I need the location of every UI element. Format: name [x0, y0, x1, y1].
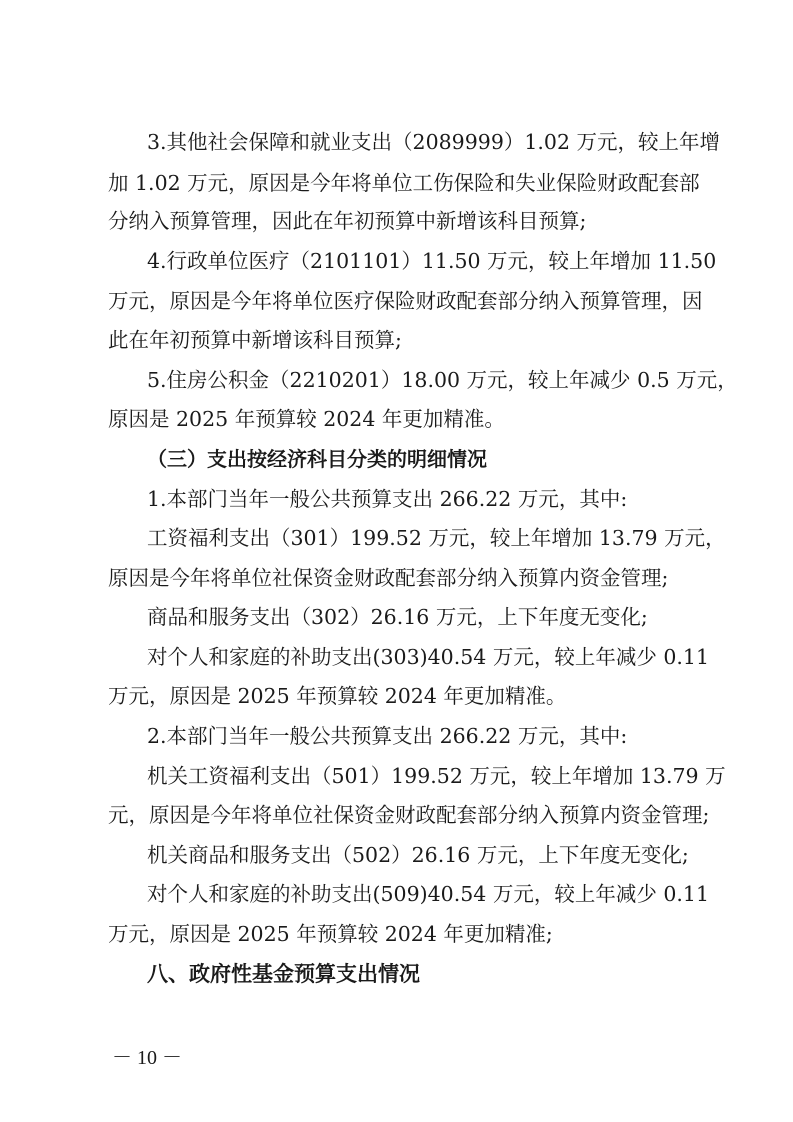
paragraph-line: 3.其他社会保障和就业支出（2089999）1.02 万元，较上年增 [147, 130, 721, 154]
paragraph-line: 原因是 2025 年预算较 2024 年更加精准。 [108, 407, 505, 431]
paragraph-line: 5.住房公积金（2210201）18.00 万元，较上年减少 0.5 万元， [147, 368, 738, 392]
paragraph-line: 4.行政单位医疗（2101101）11.50 万元，较上年增加 11.50 [147, 249, 717, 273]
paragraph-line: 工资福利支出（301）199.52 万元，较上年增加 13.79 万元， [147, 526, 726, 550]
paragraph-line: 万元，原因是今年将单位医疗保险财政配套部分纳入预算管理，因 [108, 289, 703, 313]
paragraph-line: 机关商品和服务支出（502）26.16 万元，上下年度无变化; [147, 843, 689, 867]
paragraph-line: 此在年初预算中新增该科目预算; [108, 328, 402, 352]
paragraph-line: 加 1.02 万元，原因是今年将单位工伤保险和失业保险财政配套部 [108, 171, 700, 195]
paragraph-line: 原因是今年将单位社保资金财政配套部分纳入预算内资金管理; [108, 566, 669, 590]
paragraph-line: 万元，原因是 2025 年预算较 2024 年更加精准。 [108, 684, 567, 708]
section-heading: 八、政府性基金预算支出情况 [147, 962, 420, 986]
paragraph-line: 分纳入预算管理，因此在年初预算中新增该科目预算; [108, 209, 587, 233]
paragraph-line: 元，原因是今年将单位社保资金财政配套部分纳入预算内资金管理; [108, 803, 710, 827]
paragraph-line: 商品和服务支出（302）26.16 万元，上下年度无变化; [147, 605, 648, 629]
page-number: － 10 － [112, 1047, 182, 1069]
paragraph-line: 2.本部门当年一般公共预算支出 266.22 万元，其中: [147, 724, 628, 748]
paragraph-line: 对个人和家庭的补助支出(509)40.54 万元，较上年减少 0.11 [147, 882, 709, 906]
paragraph-line: 对个人和家庭的补助支出(303)40.54 万元，较上年减少 0.11 [147, 645, 709, 669]
paragraph-line: 万元，原因是 2025 年预算较 2024 年更加精准; [108, 922, 553, 946]
paragraph-line: 1.本部门当年一般公共预算支出 266.22 万元，其中: [147, 487, 628, 511]
section-subheading: （三）支出按经济科目分类的明细情况 [147, 447, 487, 471]
paragraph-line: 机关工资福利支出（501）199.52 万元，较上年增加 13.79 万 [147, 764, 726, 788]
